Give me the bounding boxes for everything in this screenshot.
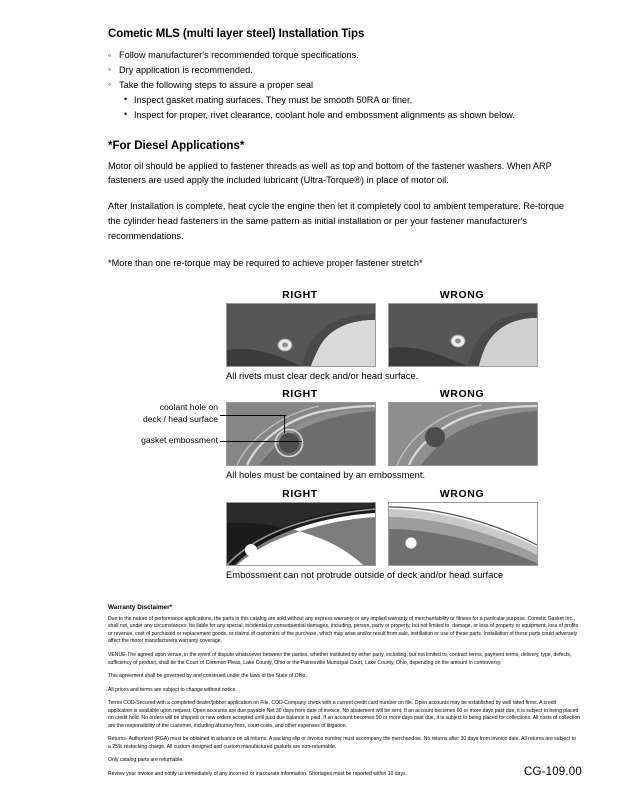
warranty-paragraph: Only catalog parts are returnable. <box>108 757 184 764</box>
warranty-title: Warranty Disclaimer* <box>108 603 173 611</box>
figure-group-embossment <box>141 388 580 482</box>
document-code: CG-109.00 <box>523 766 582 778</box>
list-item: • Inspect for proper, rivet clearance, coolant hole and embossment alignments as shown below. <box>124 108 580 123</box>
rivet-wrong-illustration <box>389 304 537 366</box>
figure-caption-protrusion: Embossment can not protrude outside of deck and/or head surface <box>226 569 504 581</box>
page-title: Cometic MLS (multi layer steel) Installation Tips <box>108 28 365 40</box>
figure-label-wrong: WRONG <box>439 288 485 301</box>
figure-image-wrong-protrusion <box>388 502 538 566</box>
figure-right-embossment <box>226 388 374 466</box>
figure-image-right-embossment <box>226 402 376 466</box>
figure-group-protrusion <box>226 488 580 582</box>
list-item: ◦ Dry application is recommended. <box>108 63 580 78</box>
list-item: ◦ Take the following steps to assure a proper seal <box>108 78 580 93</box>
figure-image-right-rivets <box>226 303 376 367</box>
leader-line-embossment <box>220 441 302 442</box>
figures-section <box>108 289 580 582</box>
callout-gasket-embossment-text: gasket embossment <box>141 435 218 446</box>
diesel-paragraph-2: After Installation is complete, heat cycle the engine then let it completely cool to ambient temperature. Re-torque the cylinder head fasteners in the same pattern as initial installation or per your fastener manufacturer's recommendations. <box>108 201 565 242</box>
installation-tips-list <box>108 48 580 93</box>
figure-image-right-protrusion <box>226 502 376 566</box>
callout-coolant-hole-line1: coolant hole on <box>159 402 218 413</box>
figure-right-protrusion <box>226 488 374 566</box>
figure-right-rivets <box>226 289 374 367</box>
figure-wrong-protrusion <box>388 488 536 566</box>
embossment-right-illustration <box>227 403 375 465</box>
diesel-section-heading: *For Diesel Applications* <box>108 139 245 152</box>
figure-image-wrong-embossment <box>388 402 538 466</box>
retorque-note: *More than one re-torque may be required to achieve proper fastener stretch* <box>108 258 423 269</box>
figure-label-right: RIGHT <box>282 288 318 301</box>
rivet-right-illustration <box>227 304 375 366</box>
leader-line-coolant-hole-2 <box>284 415 285 433</box>
warranty-paragraph: Due to the nature of performance applications, the parts in this catalog are sold without any express warranty or any implied warranty of merchantability or fitness for a particular purpose. Cometic Gasket Inc., shall not, under any circumstances, be liable for any special, incidental or consequential damages, including, person, party or property, but not limited to, damage, or loss of property or equipment, loss of profits or revenue, cost of purchased or replacement goods, or claims of customers of the purchase, which may arise and/or result from sale, instillation or use of these parts. Installation of these parts could adversely affect the motor manufacturers warranty coverage. <box>108 615 579 645</box>
callout-coolant-hole-line2: deck / head surface <box>142 414 218 425</box>
list-item: ◦ Follow manufacturer's recommended torque specifications. <box>108 48 580 63</box>
figure-caption-embossment: All holes must be contained by an embossment. <box>226 469 426 481</box>
diesel-paragraph-1: Motor oil should be applied to fastener threads as well as top and bottom of the fastener washers. When ARP fasteners are used apply the included lubricant (Ultra-Torque®) in place of motor oil. <box>108 160 552 186</box>
figure-label-wrong: WRONG <box>439 388 485 401</box>
warranty-paragraph: All prices and terms are subject to change without notice. <box>108 686 237 693</box>
leader-line-coolant-hole <box>220 415 286 416</box>
warranty-paragraph: This agreement shall be governed by and construed under the laws of the State of Ohio. <box>108 673 307 680</box>
warranty-paragraph: Review your invoice and notify us immediately of any incorrect or inaccurate information. Shortages must be reported within 10 days. <box>108 770 407 777</box>
figure-image-wrong-rivets <box>388 303 538 367</box>
warranty-paragraph: Returns- Authorized (RGA) must be obtained in advance on all returns. A packing slip or invoice number must accompany the merchandise. No returns after 30 days from invoice date. All returns are subject to a 25% restocking charge. All custom designed and custom manufactured gaskets are non-returnable. <box>108 736 577 750</box>
protrusion-wrong-illustration <box>389 503 537 565</box>
figure-caption-rivets: All rivets must clear deck and/or head surface. <box>226 369 419 381</box>
warranty-paragraph: Terms COD-Secured with a completed dealer/jobber application on File, COD-Company check with a current credit card number on file. Open accounts may be established by well rated firms. A credit application is available upon request. Open accounts are due payable Net 30 days from date of invoice. No abatement will be sent. If an account becomes 60 or more days past due, it is subject to being placed on credit hold. No orders will be shipped or new orders accepted until past due balance is paid. If an account becomes 90 or more days past due, it is subject to being placed for collections. All costs of collection are the responsibility of the customer, including attorney fees, court costs, and other expenses of litigation. <box>108 700 581 729</box>
warranty-section <box>108 604 580 779</box>
protrusion-right-illustration <box>227 503 375 565</box>
list-item: • Inspect gasket mating surfaces. They must be smooth 50RA or finer. <box>124 93 580 108</box>
figure-label-right: RIGHT <box>282 388 318 401</box>
callout-gasket-embossment <box>108 435 218 447</box>
callout-coolant-hole <box>108 402 218 425</box>
figure-wrong-rivets <box>388 289 536 367</box>
warranty-paragraph: VENUE-The agreed upon venue, in the event of dispute whatsoever between the parties, whether instituted by either party, including, but not limited to, contract terms, payment terms, delivery, type, defects, sufficiency of product, shall be the Court of Common Pleas, Lake County, Ohio or the Painesville Municipal Court, Lake County, Ohio, depending on the amount in controversy. <box>108 651 572 666</box>
installation-subtips-list <box>108 93 580 123</box>
figure-group-rivets <box>226 289 580 383</box>
embossment-wrong-illustration <box>389 403 537 465</box>
figure-wrong-embossment <box>388 388 536 466</box>
figure-label-right: RIGHT <box>282 488 318 501</box>
figure-label-wrong: WRONG <box>439 488 485 501</box>
